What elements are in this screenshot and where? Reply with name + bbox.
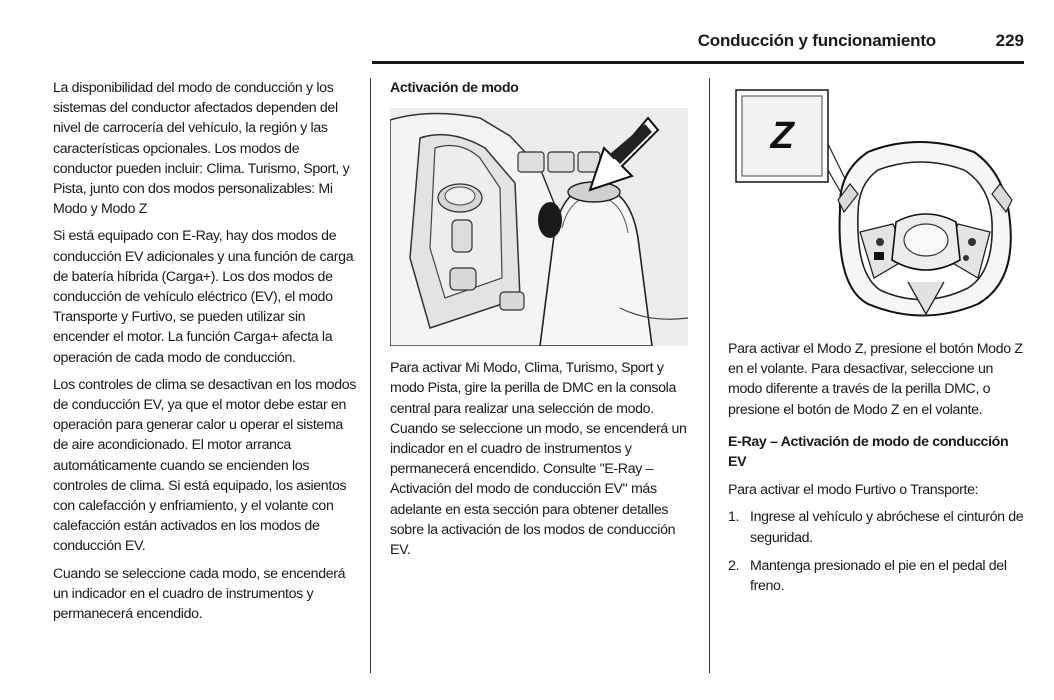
step-number: 1. (728, 509, 740, 526)
column-2 (390, 78, 696, 567)
paragraph-climate-controls: Los controles de clima se desactivan en los modos de conducción EV, ya que el motor debe estar en operación para generar calor u operar el sistema de aire acondicionado. El motor arranca automáticamente cuando se encienden los controles de clima. Si está equipado, los asientos con calefacción y enfriamiento, y el volante con calefacción están activados en los modos de conducción EV. (53, 376, 357, 555)
column-divider-right (709, 78, 710, 673)
section-title: Conducción y funcionamiento (697, 31, 936, 50)
header-rule (372, 61, 1024, 64)
steering-wheel-illustration (728, 82, 1026, 330)
paragraph-z-mode: Para activar el Modo Z, presione el botón Modo Z en el volante. Para desactivar, seleccione un modo diferente a través de la perilla DMC, o presione el botón de Modo Z en el volante. (728, 341, 1023, 418)
page-number: 229 (995, 31, 1024, 50)
step-number: 2. (728, 557, 740, 574)
column-3 (728, 78, 1028, 604)
paragraph-ev-intro: Para activar el modo Furtivo o Transporte: (728, 482, 979, 499)
console-knob-drawing (390, 108, 688, 346)
list-item (728, 556, 1028, 596)
column-1 (53, 78, 359, 631)
step-text: Mantenga presionado el pie en el pedal del freno. (750, 557, 1007, 595)
heading-mode-activation: Activación de modo (390, 80, 519, 96)
dmc-knob-illustration (390, 108, 688, 346)
page-header (0, 0, 1054, 64)
column-divider-left (370, 78, 371, 673)
z-badge-text: Z (770, 115, 794, 157)
steering-wheel-drawing (728, 82, 1026, 330)
paragraph-drive-mode-availability: La disponibilidad del modo de conducción y los sistemas del conductor afectados dependen del nivel de carrocería del vehículo, la región y las características opcionales. Los modos de conductor pueden incluir: Clima. Turismo, Sport, y Pista, junto con dos modos personalizables: Mi Modo y Modo Z (53, 80, 350, 218)
paragraph-mode-indicator: Cuando se seleccione cada modo, se encenderá un indicador en el cuadro de instrumentos y permanecerá encendido. (53, 565, 346, 623)
paragraph-mode-activation: Para activar Mi Modo, Clima, Turismo, Sport y modo Pista, gire la perilla de DMC en la consola central para realizar una selección de modo. Cuando se seleccione un modo, se encenderá un indicador en el cuadro de instrumentos y permanecerá encendido. Consulte "E-Ray – Activación del modo de conducción EV" más adelante en esta sección para obtener detalles sobre la activación de los modos de conducción EV. (390, 360, 687, 559)
list-item (728, 507, 1028, 547)
paragraph-eray-modes: Si está equipado con E-Ray, hay dos modos de conducción EV adicionales y una función de carga de batería híbrida (Carga+). Los dos modos de conducción de vehículo eléctrico (EV), el modo Transporte y Furtivo, se pueden utilizar sin encender el motor. La función Carga+ afecta la operación de cada modo de conducción. (53, 228, 354, 366)
heading-eray-ev-mode: E-Ray – Activación de modo de conducción EV (728, 433, 1009, 471)
step-text: Ingrese al vehículo y abróchese el cinturón de seguridad. (750, 509, 1024, 546)
ev-activation-steps (728, 507, 1028, 596)
